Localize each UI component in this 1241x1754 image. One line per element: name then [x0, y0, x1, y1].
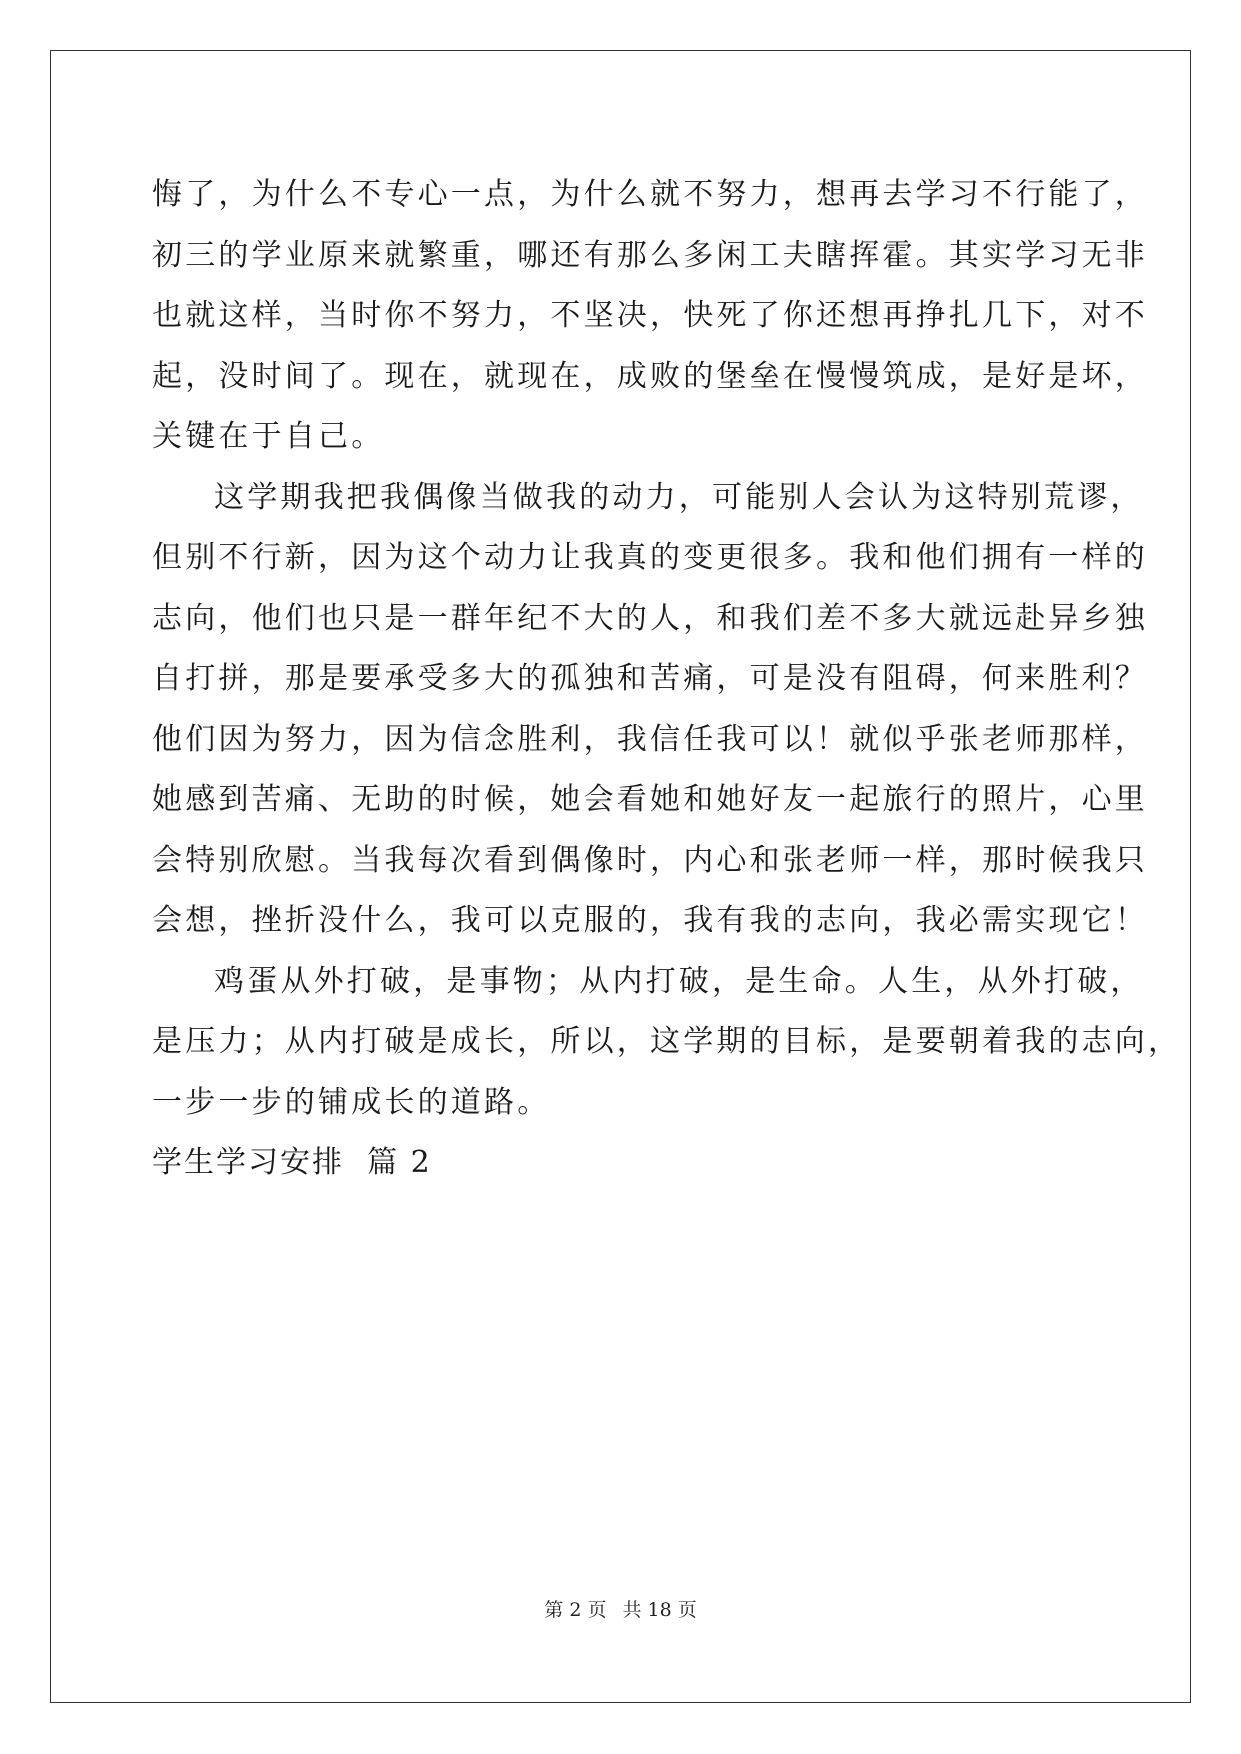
paragraph-first-line: 鸡蛋从外打破，是事物；从内打破，是生命。人生，从外打破， [214, 963, 1144, 999]
body-line: 关键在于自己。 [152, 419, 385, 454]
body-line: 也就这样，当时你不努力，不坚决，快死了你还想再挣扎几下，对不 [152, 298, 1148, 333]
body-line: 但别不行新，因为这个动力让我真的变更很多。我和他们拥有一样的 [152, 540, 1148, 575]
body-line: 自打拼，那是要承受多大的孤独和苦痛，可是没有阻碍，何来胜利？ [152, 661, 1148, 696]
page-total: 共 18 页 [622, 1599, 697, 1621]
body-line: 是压力；从内打破是成长，所以，这学期的目标，是要朝着我的志向， [152, 1024, 1182, 1059]
body-line: 初三的学业原来就繁重，哪还有那么多闲工夫瞎挥霍。其实学习无非 [152, 237, 1148, 273]
body-line: 起，没时间了。现在，就现在，成败的堡垒在慢慢筑成，是好是坏， [152, 358, 1148, 394]
body-line: 会想，挫折没什么，我可以克服的，我有我的志向，我必需实现它！ [152, 903, 1148, 938]
body-line: 志向，他们也只是一群年纪不大的人，和我们差不多大就远赴异乡独 [152, 600, 1148, 636]
body-line: 悔了，为什么不专心一点，为什么就不努力，想再去学习不行能了， [152, 177, 1148, 212]
body-line: 会特别欣慰。当我每次看到偶像时，内心和张老师一样，那时候我只 [152, 842, 1148, 878]
body-line: 一步一步的铺成长的道路。 [152, 1084, 551, 1120]
paragraph-first-line: 这学期我把我偶像当做我的动力，可能别人会认为这特别荒谬， [214, 479, 1144, 515]
section-heading: 学生学习安排 篇 2 [152, 1145, 432, 1180]
body-line: 她感到苦痛、无助的时候，她会看她和她好友一起旅行的照片，心里 [152, 782, 1148, 817]
body-line: 他们因为努力，因为信念胜利，我信任我可以！就似乎张老师那样， [152, 721, 1148, 757]
page-footer [0, 1595, 1241, 1622]
document-body [152, 165, 1182, 1194]
page-number: 第 2 页 [544, 1599, 607, 1621]
